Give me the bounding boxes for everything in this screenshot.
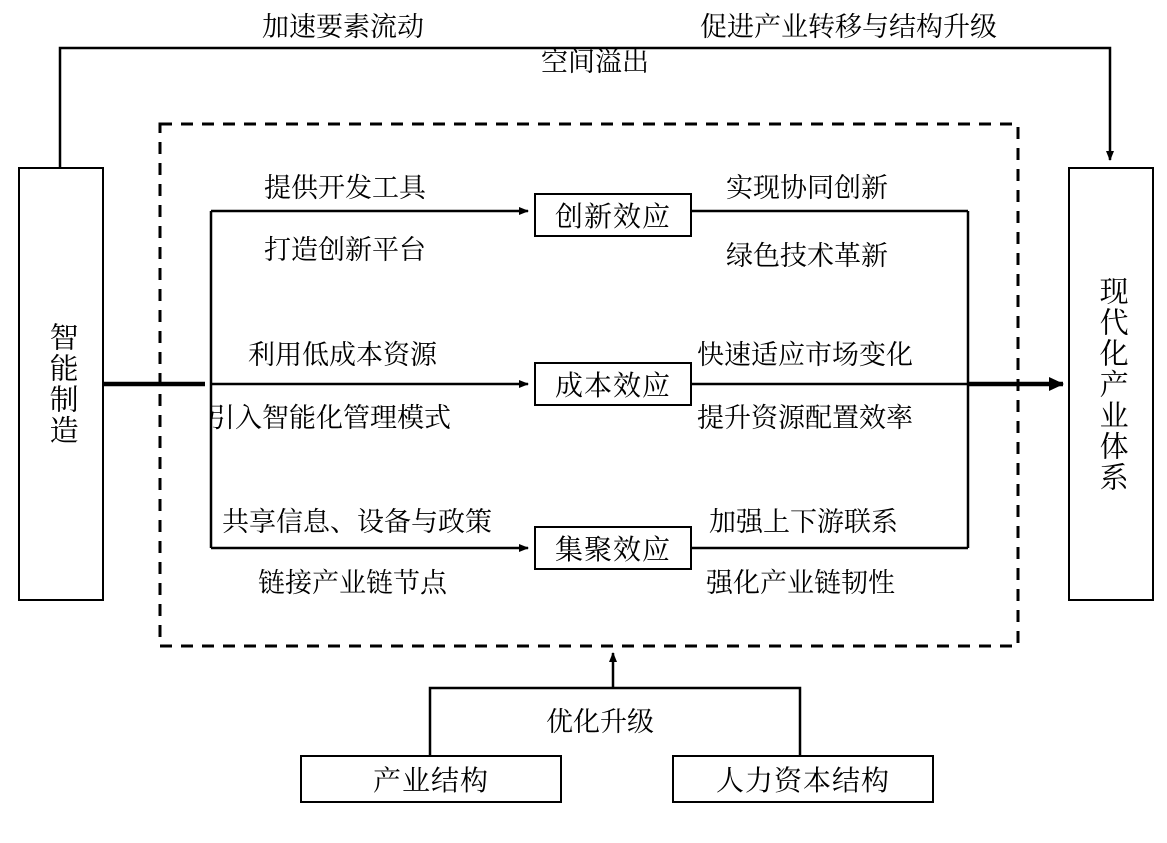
edge-label-agglomeration-output-2: 强化产业链韧性 <box>706 568 895 598</box>
node-smart-manufacturing[interactable] <box>18 167 104 601</box>
edge-label-innovation-input-1: 提供开发工具 <box>264 173 426 203</box>
edge-label-innovation-input-2: 打造创新平台 <box>264 235 426 265</box>
node-human-capital-structure-label: 人力资本结构 <box>715 765 890 796</box>
edge-label-cost-output-1: 快速适应市场变化 <box>697 340 913 370</box>
node-agglomeration-effect[interactable] <box>534 526 692 570</box>
node-industrial-structure-label: 产业结构 <box>372 765 489 796</box>
edge-label-innovation-output-1: 实现协同创新 <box>726 173 888 203</box>
edge-label-industry-transfer: 促进产业转移与结构升级 <box>700 12 997 42</box>
node-industrial-structure[interactable] <box>300 755 562 803</box>
edge-label-agglomeration-output-1: 加强上下游联系 <box>709 507 898 537</box>
edge-label-factor-flow: 加速要素流动 <box>262 12 424 42</box>
edge-label-agglomeration-input-2: 链接产业链节点 <box>258 568 447 598</box>
node-modern-industrial-system-label: 现代化产业体系 <box>1095 275 1128 493</box>
node-agglomeration-effect-label: 集聚效应 <box>554 534 671 565</box>
node-cost-effect-label: 成本效应 <box>554 370 671 401</box>
edge-label-cost-input-1: 利用低成本资源 <box>248 340 437 370</box>
node-modern-industrial-system[interactable] <box>1068 167 1154 601</box>
node-cost-effect[interactable] <box>534 362 692 406</box>
node-innovation-effect-label: 创新效应 <box>554 201 671 232</box>
edge-label-cost-input-2: 引入智能化管理模式 <box>208 403 451 433</box>
edge-label-innovation-output-2: 绿色技术革新 <box>726 241 888 271</box>
node-smart-manufacturing-label: 智能制造 <box>45 322 78 446</box>
edge-label-spatial-spillover: 空间溢出 <box>541 47 649 77</box>
edge-label-agglomeration-input-1: 共享信息、设备与政策 <box>222 507 492 537</box>
edge-label-cost-output-2: 提升资源配置效率 <box>697 403 913 433</box>
edge-label-optimize-upgrade: 优化升级 <box>546 707 654 737</box>
node-innovation-effect[interactable] <box>534 193 692 237</box>
node-human-capital-structure[interactable] <box>672 755 934 803</box>
